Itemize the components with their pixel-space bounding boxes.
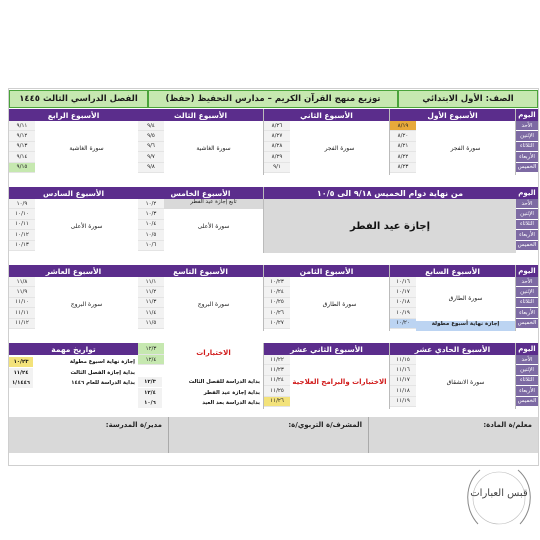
day-mon: الإثنين (516, 131, 538, 141)
week-note: إجازة نهاية أسبوع مطولة (416, 321, 515, 331)
teacher-signature: معلم/ة المادة: (368, 417, 538, 453)
date-cell: ٨/٢٩ (264, 152, 290, 162)
signature-footer (9, 417, 538, 453)
week-dates (9, 121, 35, 173)
week-9 (138, 265, 264, 331)
important-dates (9, 343, 138, 409)
date-cell: ٩/١٣ (9, 142, 35, 152)
date-cell: ٩/١٥ (9, 163, 35, 173)
day-header: اليوم (516, 109, 538, 121)
day-header: اليوم (516, 343, 538, 355)
exam-row: ١٢/٤ بداية إجازة عيد الفطر (138, 387, 263, 397)
date-cell: ١١/١٨ (390, 386, 416, 396)
date-cell: ٨/٢٦ (264, 121, 290, 131)
date-cell: ١٠/١٣ (9, 241, 35, 251)
week-3 (138, 109, 264, 175)
principal-signature: مدير/ة المدرسة: (9, 417, 168, 453)
date-cell: ١٠/٢٦ (264, 308, 290, 318)
important-dates-title: تواريخ مهمة (9, 343, 138, 355)
date-cell: ١٢/٣ (138, 343, 164, 355)
day-thu: الخميس (516, 241, 538, 251)
day-thu: الخميس (516, 163, 538, 173)
day-tue: الثلاثاء (516, 142, 538, 152)
date-cell: ١٠/٥ (138, 230, 164, 240)
date-cell: ١١/١٩ (390, 397, 416, 407)
date-cell: ١٢/٤ (138, 355, 164, 365)
date-cell: ٩/١٢ (9, 131, 35, 141)
day-sun: الأحد (516, 199, 538, 209)
date-cell: ١٠/٢ (138, 199, 164, 209)
week-dates (138, 121, 164, 173)
date-cell: ١١/٣ (138, 298, 164, 308)
date-cell: ١١/٢٣ (264, 365, 290, 375)
date-cell: ٩/٥ (138, 131, 164, 141)
week-dates (138, 277, 164, 329)
date-cell: ١١/١٠ (9, 298, 35, 308)
week-subject: سورة البروج (70, 300, 103, 308)
date-cell: ١٠/٢٣ (264, 277, 290, 287)
date-cell: ١١/٥ (138, 319, 164, 329)
day-column (516, 109, 538, 173)
week-title: الأسبوع الحادي عشر (390, 343, 515, 355)
week-4 (9, 109, 138, 175)
date-cell: ١٠/٩ (9, 199, 35, 209)
week-7 (390, 265, 516, 331)
day-mon: الإثنين (516, 209, 538, 219)
row-weeks-11-12 (9, 343, 538, 409)
date-cell: ١٠/٢٥ (264, 298, 290, 308)
date-cell: ١١/١ (138, 277, 164, 287)
exam-dates (138, 343, 164, 365)
day-column (516, 187, 538, 251)
day-tue: الثلاثاء (516, 376, 538, 386)
brand-logo (458, 454, 540, 536)
date-cell: ٩/٤ (138, 121, 164, 131)
supervisor-signature: المشرف/ة التربوي/ة: (168, 417, 368, 453)
week-dates (138, 199, 164, 251)
day-wed: الأربعاء (516, 308, 538, 318)
week-subject: سورة الغاشية (196, 144, 231, 152)
week-1 (390, 109, 516, 175)
date-cell: ٨/٢٧ (264, 131, 290, 141)
date-cell: ١٠/١١ (9, 220, 35, 230)
date-cell: ٩/٧ (138, 152, 164, 162)
exams-block (138, 343, 264, 409)
date-cell: ٩/٦ (138, 142, 164, 152)
week-subject: سورة الغاشية (69, 144, 104, 152)
date-cell: ١١/٨ (9, 277, 35, 287)
date-cell: ١١/١٢ (9, 319, 35, 329)
week-title: الأسبوع الثامن (264, 265, 389, 277)
date-cell: ١١/٢٢ (264, 355, 290, 365)
date-cell: ١٠/١٨ (390, 298, 416, 308)
week-title: الأسبوع السابع (390, 265, 515, 277)
date-cell: ١١/٤ (138, 308, 164, 318)
date-cell: ٨/٢٠ (390, 131, 416, 141)
week-dates (390, 277, 416, 329)
week-5 (138, 187, 264, 253)
week-subject: سورة الأعلى (70, 222, 103, 230)
week-subject: سورة الفجر (450, 144, 481, 152)
date-cell: ١٠/١٠ (9, 209, 35, 219)
exam-row: ١٢/٣ بداية الدراسة للفصل الثالث (138, 377, 263, 387)
week-title: الأسبوع الرابع (9, 109, 138, 121)
date-cell: ١١/٢ (138, 287, 164, 297)
date-cell: ٩/٨ (138, 163, 164, 173)
date-cell: ١١/٢٦ (264, 397, 290, 407)
date-cell: ٩/١ (264, 163, 290, 173)
main-title: توزيع منهج القرآن الكريم – مدارس التحفيظ (حفظ) (148, 90, 398, 108)
day-tue: الثلاثاء (516, 298, 538, 308)
day-wed: الأربعاء (516, 152, 538, 162)
week-dates (9, 199, 35, 251)
day-mon: الإثنين (516, 287, 538, 297)
date-cell: ١٠/٦ (138, 241, 164, 251)
date-cell: ١٠/١٧ (390, 287, 416, 297)
day-thu: الخميس (516, 319, 538, 329)
day-sun: الأحد (516, 121, 538, 131)
week-10 (9, 265, 138, 331)
title-bar (9, 89, 538, 109)
week-title: الأسبوع الخامس (138, 187, 263, 199)
exam-row: ١٠/٦ بداية الدراسة بعد العيد (138, 398, 263, 408)
plan-sheet (8, 88, 539, 466)
day-mon: الإثنين (516, 365, 538, 375)
exams-label: الاختبارات (196, 349, 231, 357)
week-dates (9, 277, 35, 329)
week-subject: سورة الانشقاق (446, 378, 485, 386)
date-cell: ٨/٢٢ (390, 152, 416, 162)
week-title: الأسبوع الثاني (264, 109, 389, 121)
week-subject: سورة الفجر (324, 144, 355, 152)
date-cell: ١١/١٧ (390, 376, 416, 386)
eid-holiday-period: من نهاية دوام الخميس ٩/١٨ الى ١٠/٥ (264, 187, 516, 199)
row-weeks-5-6 (9, 187, 538, 253)
date-cell: ١١/٢٥ (264, 386, 290, 396)
week-2 (264, 109, 390, 175)
week-title: الأسبوع الثاني عشر (264, 343, 389, 355)
date-cell: ١١/١٥ (390, 355, 416, 365)
date-cell: ١١/١١ (9, 308, 35, 318)
eid-holiday-block (264, 187, 516, 253)
week-note: تابع إجازة عيد الفطر (164, 199, 263, 209)
week-11 (390, 343, 516, 409)
date-cell: ١١/٩ (9, 287, 35, 297)
week-subject: سورة الطارق (322, 300, 357, 308)
date-cell: ٨/٢٨ (264, 142, 290, 152)
exams-remedial-label: الاختبارات والبرامج العلاجية (292, 378, 387, 386)
logo-text: قبس العبارات (470, 488, 528, 499)
important-row: ١٠/٢٣ إجازة نهاية أسبوع مطولة (9, 357, 138, 367)
date-cell: ١٠/٢٠ (390, 319, 416, 329)
week-6 (9, 187, 138, 253)
grade-title: الصف: الأول الابتدائي (398, 90, 538, 108)
week-dates (264, 277, 290, 329)
week-title: الأسبوع العاشر (9, 265, 138, 277)
day-sun: الأحد (516, 355, 538, 365)
row-weeks-7-10 (9, 265, 538, 331)
day-header: اليوم (516, 265, 538, 277)
week-title: الأسبوع السادس (9, 187, 138, 199)
day-wed: الأربعاء (516, 386, 538, 396)
row-weeks-1-4 (9, 109, 538, 175)
eid-holiday-label: إجازة عيد الفطر (349, 220, 431, 232)
week-subject: سورة الأعلى (197, 222, 230, 230)
date-cell: ١٠/١٩ (390, 308, 416, 318)
week-title: الأسبوع الأول (390, 109, 515, 121)
week-dates (390, 121, 416, 173)
date-cell: ١٠/٢٤ (264, 287, 290, 297)
date-cell: ١٠/٢٧ (264, 319, 290, 329)
date-cell: ١٠/٣ (138, 209, 164, 219)
date-cell: ٩/١١ (9, 121, 35, 131)
important-row: ١١/٢٤ بداية إجازة الفصل الثالث (9, 367, 138, 377)
week-subject: سورة البروج (197, 300, 230, 308)
day-thu: الخميس (516, 397, 538, 407)
day-column (516, 265, 538, 329)
week-8 (264, 265, 390, 331)
week-title: الأسبوع الثالث (138, 109, 263, 121)
week-dates (264, 355, 290, 407)
date-cell: ١١/١٦ (390, 365, 416, 375)
week-title: الأسبوع التاسع (138, 265, 263, 277)
day-tue: الثلاثاء (516, 220, 538, 230)
date-cell: ١٠/٤ (138, 220, 164, 230)
important-row: ١/١٤٤٦ بداية الدراسة للعام ١٤٤٦ (9, 378, 138, 388)
day-column (516, 343, 538, 407)
week-12 (264, 343, 390, 409)
date-cell: ٨/٢١ (390, 142, 416, 152)
week-subject: سورة الطارق (448, 295, 483, 302)
week-dates (390, 355, 416, 407)
day-wed: الأربعاء (516, 230, 538, 240)
date-cell: ١٠/١٢ (9, 230, 35, 240)
date-cell: ٨/١٩ (390, 121, 416, 131)
date-cell: ٨/٢٣ (390, 163, 416, 173)
term-title: الفصل الدراسي الثالث ١٤٤٥ (9, 90, 148, 108)
date-cell: ١١/٢٤ (264, 376, 290, 386)
date-cell: ٩/١٤ (9, 152, 35, 162)
day-header: اليوم (516, 187, 538, 199)
day-sun: الأحد (516, 277, 538, 287)
date-cell: ١٠/١٦ (390, 277, 416, 287)
week-dates (264, 121, 290, 173)
